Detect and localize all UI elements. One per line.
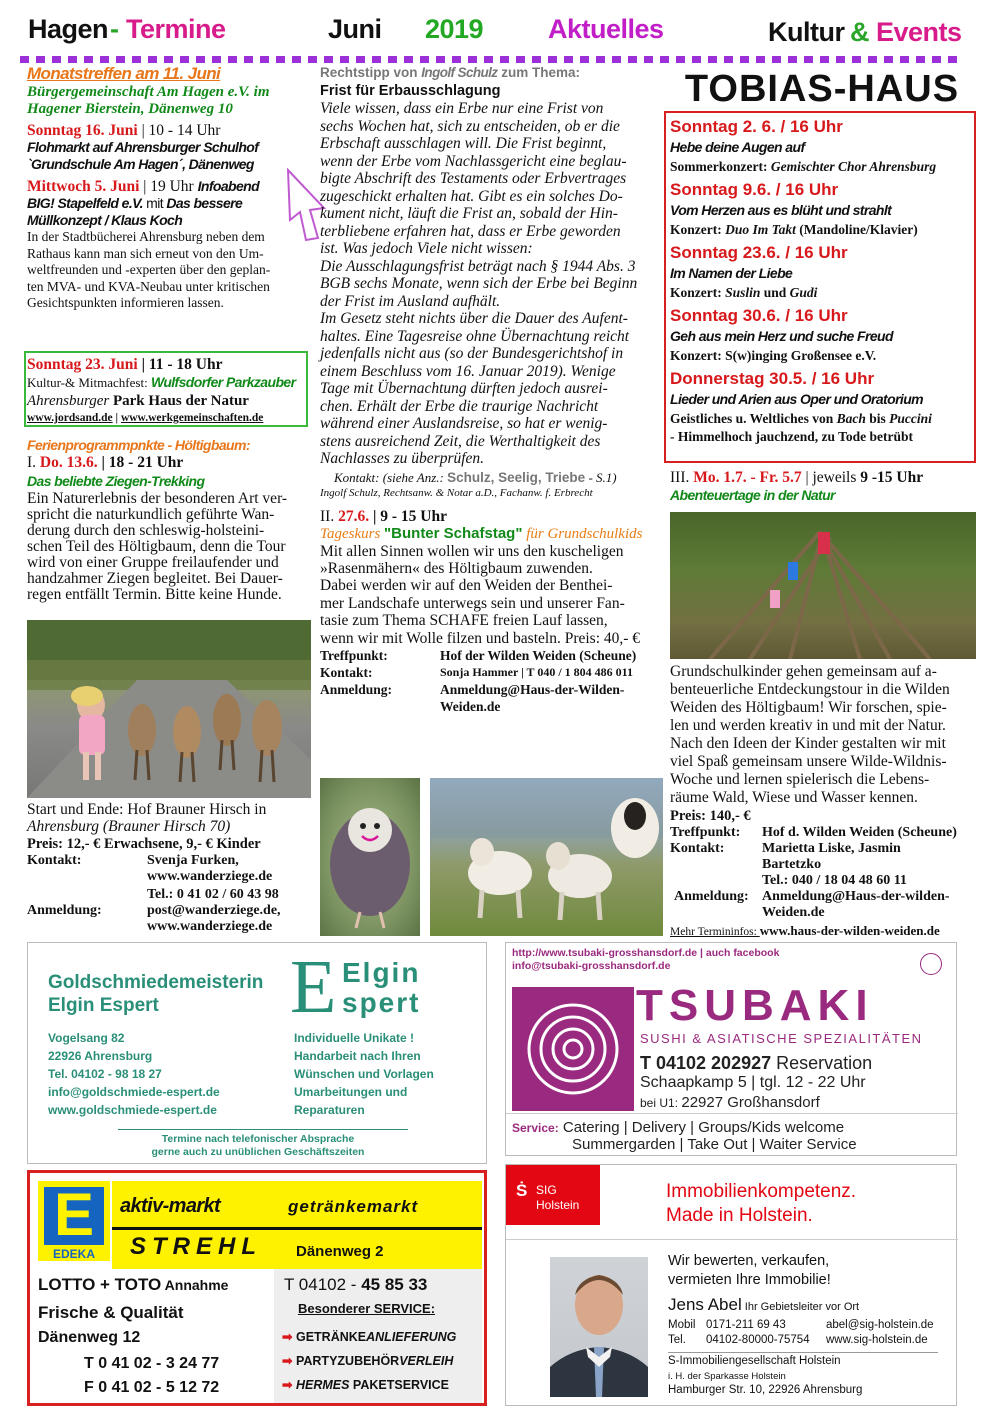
tsubaki-ad (505, 942, 957, 1156)
divider-dot (132, 56, 141, 63)
infoabend-body (27, 229, 307, 312)
sig-mobil: 0171-211 69 43 (706, 1319, 786, 1331)
gold-title1: Goldschmiedemeisterin (48, 972, 264, 993)
divider-dot (292, 56, 301, 63)
flohmarkt-datetime: Sonntag 16. Juni | 10 - 14 Uhr (27, 122, 221, 139)
edeka-aktiv-markt: aktiv-markt (120, 1195, 221, 1217)
gold-foot1: Termine nach telefonischer Absprache (161, 1133, 355, 1145)
sig-holstein-ad (505, 1164, 957, 1406)
schafstag-line: »Rasenmähern« des Höltigbaum zuwenden. (320, 559, 593, 577)
divider-dot (900, 56, 909, 63)
divider-dot (596, 56, 605, 63)
divider-dot (436, 56, 445, 63)
header-dotted-divider (20, 50, 964, 58)
gold-service-line: Wünschen und Vorlagen (294, 1067, 434, 1081)
ziegen-kontakt-web: www.wanderziege.de (147, 869, 273, 884)
edeka-getraenkemarkt: getränkemarkt (288, 1197, 419, 1216)
rechtstipp-line: Die Ausschlagungsfrist beträgt nach § 1944 Abs. 3 (320, 257, 636, 275)
sig-mobil-label: Mobil (668, 1319, 696, 1331)
divider-dot (564, 56, 573, 63)
divider-dot (244, 56, 253, 63)
start-line1: Start und Ende: Hof Brauner Hirsch in (27, 801, 267, 818)
lambs-photo (430, 778, 663, 936)
rechtstipp-line: der Frist im Ausland aufhält. (320, 292, 501, 310)
mehr-termininfos: Mehr Termininfos: www.haus-der-wilden-weiden.de (670, 923, 940, 938)
rechtstipp-line: Im Gesetz steht nichts über die Dauer des Aufent- (320, 310, 628, 327)
schaf-kontakt-value: Sonja Hammer | T 040 / 1 804 486 011 (440, 664, 633, 679)
page-header (20, 14, 964, 50)
header-kultur: Kultur (768, 17, 845, 47)
abenteuer-line: len und werden kreativ in und mit der Natur. (670, 717, 946, 734)
tobias-event-date: Sonntag 2. 6. / 16 Uhr (670, 117, 843, 136)
edeka-logo-box (38, 1181, 110, 1261)
tsubaki-u1: bei U1: 22927 Großhansdorf (640, 1094, 820, 1111)
infoabend-line: In der Stadtbücherei Ahrensburg neben dem (27, 229, 265, 244)
header-hagen: Hagen (28, 14, 109, 44)
edeka-ad (27, 1170, 487, 1406)
ziegen-kontakt-tel: Tel.: 0 41 02 / 60 43 98 (147, 887, 279, 902)
rechtstipp-line: terbliebene erfahren hat, dass er Erbe geworden (320, 222, 621, 240)
tobias-event-date: Sonntag 30.6. / 16 Uhr (670, 306, 848, 325)
rechtstipp-line: Viele wissen, dass ein Erbe nur eine Frist von (320, 100, 604, 117)
monatstreffen-title: Monatstreffen am 11. Juni (27, 64, 221, 83)
abenteuer-preis: Preis: 140,- € (670, 808, 751, 824)
abenteuer-kontakt-label: Kontakt: (670, 841, 725, 856)
divider-dot (948, 56, 957, 63)
sig-address: Hamburger Str. 10, 22926 Ahrensburg (668, 1384, 863, 1396)
divider-dot (356, 56, 365, 63)
divider-dot (116, 56, 125, 63)
infoabend-line: Gesichtspunkten informieren lassen. (27, 295, 224, 310)
flohmarkt-title-line2: `Grundschule Am Hagen´, Dänenweg (27, 156, 254, 172)
divider-dot (804, 56, 813, 63)
divider-dot (772, 56, 781, 63)
infoabend-datetime: Mittwoch 5. Juni | 19 Uhr Infoabend (27, 178, 260, 195)
divider-dot (644, 56, 653, 63)
divider-dot (884, 56, 893, 63)
arrow-right-icon: ➡ (282, 1330, 293, 1344)
rechtstipp-line: Erbschaft ausschlagen will. Die Frist beginnt, (320, 135, 607, 152)
tobias-event (670, 368, 972, 445)
divider-dot (468, 56, 477, 63)
abenteuer-kontakt-name2: Bartetzko (762, 857, 822, 872)
edeka-lotto: LOTTO + TOTO Annahme (38, 1275, 229, 1294)
divider-dot (708, 56, 717, 63)
schafstag-line: wenn wir mit Wolle filzen und basteln. Preis: 40,- € (320, 629, 641, 647)
abenteuer-datetime: III. Mo. 1.7. - Fr. 5.7 | jeweils 9 -15 Uhr (670, 469, 924, 486)
edeka-tel2: T 04102 - 45 85 33 (284, 1275, 428, 1294)
divider-dot (52, 56, 61, 63)
gold-address (48, 1029, 220, 1119)
divider-dot (388, 56, 397, 63)
rechtstipp-line: jedenfalls nicht aus (so der Bundesgerichtshof in (320, 345, 624, 362)
gold-address-line: 22926 Ahrensburg (48, 1049, 153, 1063)
tobias-event-title: Im Namen der Liebe (670, 265, 793, 281)
schaf-anmeldung-label: Anmeldung: (320, 681, 393, 697)
sig-tel: 04102-80000-75754 (706, 1334, 810, 1346)
abenteuer-body (670, 663, 976, 807)
tsubaki-service1: Service: Catering | Delivery | Groups/Kids welcome (512, 1119, 845, 1136)
gold-services (294, 1029, 434, 1119)
divider-dot (868, 56, 877, 63)
edeka-frische: Frische & Qualität (38, 1303, 184, 1322)
tobias-event-detail: Sommerkonzert: Gemischter Chor Ahrensburg (670, 159, 937, 174)
divider-dot (260, 56, 269, 63)
edeka-service2: ➡ PARTYZUBEHÖRVERLEIH (282, 1354, 454, 1368)
edeka-daenenweg12: Dänenweg 12 (38, 1329, 141, 1346)
flohmarkt-title-line1: Flohmarkt auf Ahrensburger Schulhof (27, 139, 259, 155)
tobias-event-title: Vom Herzen aus es blüht und strahlt (670, 202, 892, 218)
sparkasse-s-icon: Ṡ (516, 1181, 528, 1200)
divider-dot (164, 56, 173, 63)
divider-dot (932, 56, 941, 63)
parkzauber-line1: Kultur-& Mitmachfest: Wulfsdorfer Parkzauber (27, 374, 296, 390)
sig-logo-box (506, 1165, 600, 1225)
edeka-strehl: STREHL (130, 1233, 262, 1260)
abenteuer-line: Woche und lernen spielerisch die Lebens- (670, 771, 930, 788)
sig-logo-line1: SIG (536, 1183, 557, 1197)
rechtstipp-title: Frist für Erbausschlagung (320, 83, 501, 99)
tsubaki-subtitle: SUSHI & ASIATISCHE SPEZIALITÄTEN (640, 1031, 923, 1046)
header-dash: - (110, 14, 119, 44)
sig-headline1: Immobilienkompetenz. (666, 1181, 857, 1202)
divider-dot (916, 56, 925, 63)
parkzauber-links: www.jordsand.de | www.werkgemeinschaften.de (27, 412, 264, 424)
ziegen-anmeldung-label: Anmeldung: (27, 903, 102, 918)
divider-dot (68, 56, 77, 63)
start-line2: Ahrensburg (Brauner Hirsch 70) (27, 818, 231, 835)
abenteuer-anmeldung-label: Anmeldung: (674, 889, 749, 904)
ziegen-anmeldung-web: www.wanderziege.de (147, 919, 273, 934)
gold-service-line: Handarbeit nach Ihren (294, 1049, 421, 1063)
column-right (668, 64, 976, 112)
divider-dot (372, 56, 381, 63)
tobias-haus-events (670, 116, 972, 448)
divider-dot (676, 56, 685, 63)
gold-address-line: Vogelsang 82 (48, 1031, 125, 1045)
infoabend-title-line2: Müllkonzept / Klaus Koch (27, 212, 183, 228)
divider-dot (500, 56, 509, 63)
divider-dot (228, 56, 237, 63)
schafstag-datetime: II. 27.6. | 9 - 15 Uhr (320, 507, 447, 525)
infoabend-line: Rathaus kann man sich erneut von den Um- (27, 245, 264, 261)
sig-tel-label: Tel. (668, 1334, 686, 1346)
rechtstipp-line: BGB sechs Monate, wenn sich der Erbe bei Beginn (320, 275, 638, 292)
felt-sheep-photo (320, 778, 420, 936)
divider-dot (740, 56, 749, 63)
rechtstipp-line: chen. Erhält der Erbe die traurige Nachricht (320, 397, 599, 415)
divider-dot (308, 56, 317, 63)
rechtstipp-line: stens ausreichend Zeit, die Werthaltigkeit des (320, 432, 601, 450)
header-juni: Juni (328, 14, 382, 44)
divider-dot (20, 56, 29, 63)
divider-dot (484, 56, 493, 63)
ziegen-datetime: I. Do. 13.6. | 18 - 21 Uhr (27, 454, 184, 471)
abenteuer-line: Nach den Ideen der Kinder gestalten wir mit (670, 735, 946, 752)
edeka-daenenweg2: Dänenweg 2 (296, 1243, 384, 1260)
ziegen-line: schen Teil des Höltigbaum, denn die Tour (27, 538, 286, 555)
gold-address-line: Tel. 04102 - 98 18 27 (48, 1067, 162, 1081)
abenteuer-anmeldung-value2: Weiden.de (762, 905, 825, 920)
divider-dot (340, 56, 349, 63)
abenteuer-title: Abenteuertage in der Natur (670, 487, 835, 503)
divider-dot (180, 56, 189, 63)
tsubaki-address: Schaapkamp 5 | tgl. 12 - 22 Uhr (640, 1074, 866, 1091)
rechtstipp-line: ist. Was jedoch Viele nicht wissen: (320, 240, 533, 257)
goldschmiede-ad (27, 942, 487, 1164)
ziegen-body (27, 491, 312, 603)
ziegen-preis: Preis: 12,- € Erwachsene, 9,- € Kinder (27, 836, 261, 852)
sig-web[interactable]: www.sig-holstein.de (826, 1334, 928, 1346)
divider-dot (548, 56, 557, 63)
divider-dot (836, 56, 845, 63)
gold-address-line: info@goldschmiede-espert.de (48, 1085, 220, 1099)
gold-service-line: Individuelle Unikate ! (294, 1031, 415, 1045)
gold-service-line: Reparaturen (294, 1103, 365, 1117)
divider-dot (852, 56, 861, 63)
tobias-event (670, 116, 972, 176)
tobias-event (670, 179, 972, 239)
tobias-event-date: Sonntag 23.6. / 16 Uhr (670, 243, 848, 262)
divider-dot (212, 56, 221, 63)
abenteuer-anmeldung-value1: Anmeldung@Haus-der-wilden- (762, 889, 950, 904)
schafstag-line: tasie zum Thema SCHAFE freien Lauf lassen, (320, 612, 608, 630)
rechtstipp-line: sechs Wochen hat, sich zu entscheiden, ob er die (320, 117, 620, 135)
logo-elgin: Elgin (342, 957, 421, 988)
tsubaki-service2: Summergarden | Take Out | Waiter Service (572, 1136, 857, 1153)
rechtstipp-kontakt: Kontakt: (siehe Anz.: Schulz, Seelig, Triebe - S.1) (334, 469, 617, 485)
elgin-espert-logo (290, 945, 470, 1029)
gold-service-line: Umarbeitungen und (294, 1085, 408, 1099)
divider-dot (692, 56, 701, 63)
divider-dot (100, 56, 109, 63)
abenteuer-line: Grundschulkinder gehen gemeinsam auf a- (670, 663, 937, 680)
sig-mail[interactable]: abel@sig-holstein.de (826, 1319, 934, 1331)
schaf-treff-label: Treffpunkt: (320, 647, 388, 663)
divider-dot (452, 56, 461, 63)
ziegen-line: derung durch den schleswig-holsteini- (27, 522, 265, 539)
abenteuer-line: viel Spaß gemeinsam unsere Wilde-Wildnis- (670, 753, 947, 770)
monatstreffen-line2: Hagener Bierstein, Dänenweg 10 (27, 101, 233, 117)
ziegen-line: handzahmer Ziegen begleitet. Bei Dauer- (27, 570, 283, 587)
divider-dot (324, 56, 333, 63)
forest-hut-photo (670, 512, 976, 659)
divider-dot (532, 56, 541, 63)
gold-foot2: gerne auch zu unüblichen Geschäftszeiten (151, 1146, 365, 1158)
edeka-service3: ➡ HERMES PAKETSERVICE (282, 1378, 450, 1392)
tobias-event (670, 305, 972, 365)
column-left (27, 64, 307, 934)
rechtstipp-line: kument nicht, läuft die Frist an, sobald der Hin- (320, 205, 618, 222)
schaf-anmeldung-value2: Weiden.de (440, 698, 501, 714)
sig-claim2: vermieten Ihre Immobilie! (668, 1272, 831, 1288)
sig-bank: i. H. der Sparkasse Holstein (668, 1371, 786, 1382)
divider-dot (628, 56, 637, 63)
header-termine: Termine (126, 14, 226, 44)
rechtstipp-line: während einer Auslandsreise, so hat er wenig- (320, 415, 608, 432)
logo-espert: spert (342, 987, 421, 1018)
edeka-besonderer-service: Besonderer SERVICE: (298, 1301, 436, 1316)
rechtstipp-line: wenn der Erbe vom Nachlassgericht eine beglau- (320, 152, 627, 170)
tsubaki-mail[interactable]: info@tsubaki-grosshansdorf.de (512, 960, 671, 972)
divider-dot (36, 56, 45, 63)
ziegen-kontakt-name: Svenja Furken, (147, 853, 239, 868)
schafstag-body (320, 543, 663, 647)
sig-headline2: Made in Holstein. (666, 1205, 813, 1226)
infoabend-title-line1: BIG! Stapelfeld e.V. mit Das bessere (27, 195, 243, 211)
tobias-event-detail2: - Himmelhoch jauchzend, zu Tode betrübt (670, 429, 914, 444)
header-amp: & (850, 17, 869, 47)
tsubaki-tel: T 04102 202927 Reservation (640, 1053, 873, 1073)
column-middle (320, 64, 663, 714)
header-aktuelles: Aktuelles (548, 14, 664, 44)
rechtstipp-kontakt-line2: Ingolf Schulz, Rechtsanw. & Notar a.D., Fachanw. f. Erbrecht (320, 486, 593, 499)
arrow-right-icon: ➡ (282, 1354, 293, 1368)
divider-dot (756, 56, 765, 63)
abenteuer-treff-value: Hof d. Wilden Weiden (Scheune) (762, 825, 957, 840)
monatstreffen-line1: Bürgergemeinschaft Am Hagen e.V. im (27, 84, 270, 100)
tobias-haus-logo: TOBIAS-HAUS (684, 68, 960, 110)
schafstag-title: Tageskurs "Bunter Schafstag" für Grundschulkids (320, 524, 643, 542)
abenteuer-header (670, 469, 976, 505)
tobias-event (670, 242, 972, 302)
ziegen-line: wird von einer Gruppe freilaufender und (27, 554, 279, 571)
edeka-fax: F 0 41 02 - 5 12 72 (84, 1379, 220, 1396)
divider-dot (660, 56, 669, 63)
rechtstipp-line: zugeschickt erhalten hat. Gibt es ein solches Do- (320, 187, 623, 205)
edeka-e-icon: E (44, 1187, 104, 1245)
tobias-event-detail: Konzert: Duo Im Takt (Mandoline/Klavier) (670, 222, 918, 237)
ziegen-line: Ein Naturerlebnis der besonderen Art ver- (27, 490, 288, 507)
edeka-service1: ➡ GETRÄNKEANLIEFERUNG (282, 1330, 457, 1344)
tobias-event-detail: Konzert: S(w)inging Großensee e.V. (670, 348, 877, 363)
rechtstipp-line: haltes. Eine Tagesreise ohne Übernachtung reicht (320, 327, 630, 345)
header-year: 2019 (425, 14, 484, 44)
divider-dot (580, 56, 589, 63)
sig-logo-line2: Holstein (536, 1198, 580, 1212)
ziegen-anmeldung-mail: post@wanderziege.de, (147, 903, 281, 918)
divider-dot (276, 56, 285, 63)
tsubaki-url[interactable]: http://www.tsubaki-grosshansdorf.de | auch facebook (512, 947, 780, 959)
tobias-event-detail: Konzert: Suslin und Gudi (670, 285, 818, 300)
tsubaki-rose-logo-icon (512, 987, 634, 1111)
tobias-event-detail: Geistliches u. Weltliches von Bach bis Puccini (670, 411, 932, 426)
ziegen-line: spricht die naturkundlich geführte Wan- (27, 506, 275, 523)
tobias-event-title: Lieder und Arien aus Oper und Oratorium (670, 391, 924, 407)
gold-address-line: www.goldschmiede-espert.de (48, 1103, 217, 1117)
tsubaki-name: TSUBAKI (636, 981, 874, 1030)
espert-logo-e-icon: E (290, 945, 337, 1029)
divider-dot (612, 56, 621, 63)
divider-dot (420, 56, 429, 63)
divider-dot (724, 56, 733, 63)
divider-dot (516, 56, 525, 63)
abenteuer-line: räume Wald, Wiese und Wasser kennen. (670, 789, 918, 806)
tobias-event-title: Hebe deine Augen auf (670, 139, 805, 155)
jens-abel-portrait (550, 1257, 648, 1397)
schaf-kontakt-label: Kontakt: (320, 664, 373, 680)
sig-company: S-Immobiliengesellschaft Holstein (668, 1355, 841, 1367)
sig-name: Jens Abel Ihr Gebietsleiter vor Ort (668, 1295, 860, 1314)
divider-dot (820, 56, 829, 63)
schafstag-line: Mit allen Sinnen wollen wir uns den kuscheligen (320, 542, 624, 560)
rechtstipp-line: Tage mit Übernachtung dürften jedoch ausrei- (320, 380, 608, 397)
abenteuer-treff-label: Treffpunkt: (670, 825, 741, 840)
divider-dot (84, 56, 93, 63)
divider-dot (404, 56, 413, 63)
edeka-logo-text: EDEKA (52, 1247, 95, 1261)
abenteuer-kontakt-tel: Tel.: 040 / 18 04 48 60 11 (762, 873, 907, 888)
tobias-event-date: Donnerstag 30.5. / 16 Uhr (670, 369, 875, 388)
arrow-right-icon: ➡ (282, 1378, 293, 1392)
ziegen-kontakt-label: Kontakt: (27, 853, 82, 868)
divider-dot (788, 56, 797, 63)
divider-dot (148, 56, 157, 63)
infoabend-line: weltfreunden und -experten über den geplan- (27, 262, 271, 277)
ziegen-title: Das beliebte Ziegen-Trekking (27, 473, 205, 489)
header-events: Events (876, 17, 962, 47)
rechtstipp-line: einem Beschluss vom 16. Januar 2019). Wenige (320, 362, 616, 380)
rechtstipp-line: bigte Abschrift des Testaments oder Erbvertrages (320, 170, 627, 187)
abenteuer-line: benteuerliche Entdeckungstour in die Wilden (670, 681, 950, 698)
infoabend-line: ten MVA- und KVA-Neubau unter kritischen (27, 278, 270, 294)
schaf-anmeldung-value1: Anmeldung@Haus-der-Wilden- (440, 681, 625, 697)
goats-photo (27, 620, 311, 798)
tsubaki-small-rose-icon (920, 953, 942, 975)
rechtstipp-intro: Rechtstipp von Ingolf Schulz zum Thema: (320, 65, 580, 80)
ziegen-line: regen entfällt Termin. Bitte keine Hunde. (27, 586, 282, 603)
ferien-title: Ferienprogrammpnkte - Höltigbaum: (27, 437, 250, 453)
schafstag-line: Dabei werden wir auf den Weiden der Benthei- (320, 577, 613, 595)
gold-title2: Elgin Espert (48, 995, 159, 1016)
parkzauber-line2: Ahrensburger Park Haus der Natur (27, 393, 249, 409)
divider-dot (196, 56, 205, 63)
schaf-treff-value: Hof der Wilden Weiden (Scheune) (440, 647, 637, 663)
schafstag-line: mer Landschafe unterwegs sein und unserer Fan- (320, 594, 625, 612)
edeka-tel: T 0 41 02 - 3 24 77 (84, 1355, 220, 1372)
rechtstipp-line: Nachlasses zu überprüfen. (320, 450, 485, 467)
parkzauber-datetime: Sonntag 23. Juni | 11 - 18 Uhr (27, 356, 223, 373)
tobias-event-date: Sonntag 9.6. / 16 Uhr (670, 180, 839, 199)
abenteuer-line: Weiden des Höltigbaum! Wir forschen, spie- (670, 699, 947, 716)
rechtstipp-body (320, 100, 663, 468)
tobias-event-title: Geh aus mein Herz und suche Freud (670, 328, 893, 344)
sig-claim1: Wir bewerten, verkaufen, (668, 1253, 830, 1269)
abenteuer-kontakt-name: Marietta Liske, Jasmin (762, 841, 901, 856)
